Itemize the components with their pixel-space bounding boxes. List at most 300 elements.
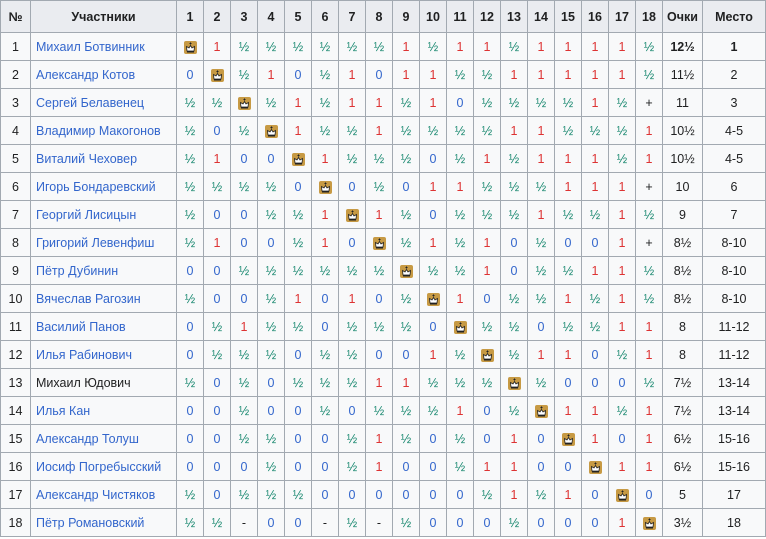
result-cell: ½ [177,201,204,229]
result-cell: 1 [582,61,609,89]
result-cell: ½ [393,229,420,257]
result-cell: 1 [366,89,393,117]
table-row [1,89,766,117]
result-cell: ½ [609,397,636,425]
chess-king-icon [211,69,224,82]
result-cell: 1 [393,61,420,89]
result-cell: ½ [582,285,609,313]
result-cell: ½ [177,89,204,117]
result-cell: ½ [204,173,231,201]
result-cell: ½ [501,313,528,341]
result-cell: 1 [555,33,582,61]
self-cell [474,341,501,369]
row-number: 14 [1,397,31,425]
header-round-13: 13 [501,1,528,33]
self-cell [312,173,339,201]
row-number: 15 [1,425,31,453]
result-cell: 0 [231,145,258,173]
chess-king-icon [481,349,494,362]
table-row [1,145,766,173]
row-number: 10 [1,285,31,313]
result-cell: ½ [231,61,258,89]
result-cell: ½ [339,257,366,285]
result-cell: 1 [366,369,393,397]
result-cell: ½ [339,425,366,453]
participant-name-cell [31,33,177,61]
chess-king-icon [373,237,386,250]
participant-link[interactable]: Игорь Бондаревский [36,179,156,194]
row-number: 8 [1,229,31,257]
participant-link[interactable]: Георгий Лисицын [36,207,137,222]
table-row [1,285,766,313]
result-cell: ½ [258,285,285,313]
result-cell: ½ [501,201,528,229]
result-cell: ½ [177,509,204,537]
place-cell: 8-10 [703,229,766,257]
result-cell: 1 [474,453,501,481]
result-cell: 0 [393,481,420,509]
result-cell: 0 [420,425,447,453]
self-cell [528,397,555,425]
row-number: 12 [1,341,31,369]
result-cell: ½ [636,33,663,61]
self-cell [582,453,609,481]
result-cell: 0 [204,201,231,229]
result-cell: ½ [177,285,204,313]
result-cell: 0 [528,509,555,537]
result-cell: ½ [177,229,204,257]
result-cell: ½ [474,173,501,201]
result-cell: ½ [258,173,285,201]
participant-name-cell [31,481,177,509]
result-cell: ½ [285,257,312,285]
participant-link[interactable]: Александр Котов [36,67,136,82]
result-cell: 0 [231,453,258,481]
result-cell: ½ [312,397,339,425]
chess-king-icon [616,489,629,502]
result-cell: ½ [636,285,663,313]
result-cell: 0 [177,453,204,481]
result-cell: 0 [258,509,285,537]
result-cell: ½ [366,313,393,341]
result-cell: ½ [555,313,582,341]
table-row [1,117,766,145]
result-cell: 0 [447,89,474,117]
place-cell: 3 [703,89,766,117]
row-number: 4 [1,117,31,145]
result-cell: 1 [528,341,555,369]
chess-king-icon [400,265,413,278]
self-cell [636,509,663,537]
result-cell: 0 [312,481,339,509]
result-cell: 0 [528,313,555,341]
result-cell: ½ [366,145,393,173]
result-cell: ½ [393,285,420,313]
result-cell: 1 [555,341,582,369]
result-cell: 1 [528,201,555,229]
result-cell: ½ [420,117,447,145]
table-row [1,257,766,285]
participant-name-cell [31,509,177,537]
result-cell: 1 [501,61,528,89]
participant-name-cell [31,453,177,481]
result-cell: 1 [501,425,528,453]
chess-king-icon [238,97,251,110]
result-cell: 0 [339,481,366,509]
participant-link[interactable]: Александр Чистяков [36,487,156,502]
result-cell: 1 [609,229,636,257]
header-round-3: 3 [231,1,258,33]
result-cell: 1 [582,397,609,425]
result-cell: 1 [474,257,501,285]
place-cell: 18 [703,509,766,537]
participant-link[interactable]: Илья Кан [36,403,91,418]
participant-name-cell [31,201,177,229]
result-cell: 1 [312,201,339,229]
result-cell: ½ [393,89,420,117]
result-cell: 0 [177,341,204,369]
result-cell: ½ [447,425,474,453]
result-cell: ½ [258,341,285,369]
result-cell: 1 [555,481,582,509]
result-cell: ½ [528,89,555,117]
result-cell: 0 [231,229,258,257]
row-number: 17 [1,481,31,509]
result-cell: ½ [393,509,420,537]
points-cell: 8 [663,313,703,341]
result-cell: 1 [447,397,474,425]
result-cell: ½ [339,369,366,397]
participant-link[interactable]: Пётр Дубинин [36,263,119,278]
result-cell: 0 [204,285,231,313]
table-row [1,425,766,453]
self-cell [420,285,447,313]
table-row [1,61,766,89]
result-cell: 1 [582,425,609,453]
self-cell [366,229,393,257]
result-cell: + [636,89,663,117]
result-cell: ½ [285,33,312,61]
points-cell: 8½ [663,229,703,257]
chess-king-icon [319,181,332,194]
result-cell: 1 [636,145,663,173]
result-cell: 1 [366,201,393,229]
result-cell: ½ [447,229,474,257]
chess-king-icon [535,405,548,418]
result-cell: ½ [447,145,474,173]
header-round-7: 7 [339,1,366,33]
result-cell: 0 [258,229,285,257]
result-cell: ½ [447,201,474,229]
points-cell: 12½ [663,33,703,61]
result-cell: 1 [501,117,528,145]
participant-link[interactable]: Вячеслав Рагозин [36,291,141,306]
result-cell: 0 [555,369,582,397]
chess-king-icon [292,153,305,166]
result-cell: 0 [204,481,231,509]
header-round-18: 18 [636,1,663,33]
result-cell: 0 [528,425,555,453]
header-points: Очки [663,1,703,33]
chess-king-icon [589,461,602,474]
result-cell: 0 [339,397,366,425]
participant-link[interactable]: Владимир Макогонов [36,123,161,138]
result-cell: 0 [312,425,339,453]
result-cell: ½ [447,453,474,481]
result-cell: 0 [285,425,312,453]
row-number: 1 [1,33,31,61]
result-cell: ½ [474,481,501,509]
table-body [1,33,766,537]
table-row [1,369,766,397]
result-cell: 1 [609,453,636,481]
header-round-12: 12 [474,1,501,33]
points-cell: 7½ [663,369,703,397]
result-cell: 0 [204,453,231,481]
result-cell: 0 [285,341,312,369]
result-cell: ½ [555,201,582,229]
result-cell: ½ [447,341,474,369]
result-cell: ½ [555,257,582,285]
result-cell: 1 [231,313,258,341]
self-cell [555,425,582,453]
result-cell: ½ [312,117,339,145]
result-cell: 1 [366,425,393,453]
result-cell: 0 [204,117,231,145]
place-cell: 17 [703,481,766,509]
result-cell: ½ [258,33,285,61]
result-cell: ½ [420,257,447,285]
result-cell: 0 [177,61,204,89]
result-cell: 1 [339,61,366,89]
result-cell: ½ [258,257,285,285]
place-cell: 13-14 [703,397,766,425]
participant-link[interactable]: Иосиф Погребысский [36,459,162,474]
result-cell: 1 [555,61,582,89]
result-cell: ½ [339,453,366,481]
participant-link[interactable]: Михаил Ботвинник [36,39,145,54]
result-cell: ½ [474,313,501,341]
header-round-8: 8 [366,1,393,33]
result-cell: 1 [582,173,609,201]
result-cell: 0 [420,201,447,229]
participant-name-cell [31,117,177,145]
result-cell: ½ [258,89,285,117]
result-cell: 0 [366,481,393,509]
result-cell: ½ [474,61,501,89]
result-cell: ½ [636,201,663,229]
header-round-6: 6 [312,1,339,33]
result-cell: - [231,509,258,537]
result-cell: 0 [420,509,447,537]
result-cell: 1 [204,145,231,173]
result-cell: ½ [177,481,204,509]
header-round-2: 2 [204,1,231,33]
result-cell: ½ [285,229,312,257]
result-cell: 1 [447,285,474,313]
result-cell: ½ [366,33,393,61]
participant-link[interactable]: Григорий Левенфиш [36,235,155,250]
result-cell: ½ [501,341,528,369]
participant-name-cell [31,145,177,173]
table-row [1,33,766,61]
result-cell: ½ [555,89,582,117]
result-cell: 1 [285,117,312,145]
participant-link[interactable]: Александр Толуш [36,431,139,446]
result-cell: 0 [285,453,312,481]
result-cell: ½ [393,425,420,453]
result-cell: ½ [528,257,555,285]
result-cell: 0 [447,481,474,509]
result-cell: ½ [204,313,231,341]
result-cell: - [312,509,339,537]
result-cell: ½ [393,145,420,173]
result-cell: 1 [285,285,312,313]
result-cell: ½ [501,33,528,61]
header-round-16: 16 [582,1,609,33]
result-cell: ½ [636,257,663,285]
result-cell: 0 [420,453,447,481]
result-cell: 0 [609,425,636,453]
place-cell: 7 [703,201,766,229]
result-cell: ½ [231,369,258,397]
participant-name-cell [31,369,177,397]
result-cell: 1 [474,229,501,257]
row-number: 11 [1,313,31,341]
result-cell: ½ [339,313,366,341]
result-cell: ½ [393,313,420,341]
points-cell: 6½ [663,425,703,453]
result-cell: ½ [501,509,528,537]
participant-name-cell [31,61,177,89]
table-row [1,341,766,369]
result-cell: ½ [393,117,420,145]
result-cell: 1 [528,61,555,89]
participant-name-cell [31,229,177,257]
place-cell: 11-12 [703,341,766,369]
result-cell: 0 [636,481,663,509]
result-cell: 1 [609,509,636,537]
result-cell: ½ [582,117,609,145]
place-cell: 15-16 [703,425,766,453]
table-row [1,453,766,481]
points-cell: 10½ [663,145,703,173]
result-cell: ½ [312,369,339,397]
result-cell: 1 [393,369,420,397]
result-cell: ½ [420,33,447,61]
result-cell: ½ [528,369,555,397]
participant-link[interactable]: Василий Панов [36,319,126,334]
chess-king-icon [265,125,278,138]
points-cell: 10½ [663,117,703,145]
result-cell: 0 [204,369,231,397]
result-cell: 0 [474,397,501,425]
result-cell: ½ [231,173,258,201]
result-cell: 1 [636,313,663,341]
result-cell: 1 [609,313,636,341]
chess-king-icon [643,517,656,530]
result-cell: ½ [204,341,231,369]
result-cell: 0 [474,509,501,537]
result-cell: ½ [312,61,339,89]
result-cell: + [636,229,663,257]
result-cell: ½ [285,201,312,229]
result-cell: ½ [528,229,555,257]
result-cell: ½ [312,257,339,285]
row-number: 2 [1,61,31,89]
result-cell: 1 [582,33,609,61]
result-cell: 1 [339,89,366,117]
table-row [1,229,766,257]
result-cell: 1 [582,257,609,285]
result-cell: 0 [258,145,285,173]
table-row [1,201,766,229]
header-round-10: 10 [420,1,447,33]
result-cell: 0 [231,285,258,313]
participant-name-cell [31,285,177,313]
result-cell: 0 [285,173,312,201]
place-cell: 2 [703,61,766,89]
points-cell: 9 [663,201,703,229]
result-cell: ½ [501,397,528,425]
result-cell: 0 [366,61,393,89]
result-cell: 1 [204,33,231,61]
result-cell: ½ [528,173,555,201]
result-cell: ½ [231,397,258,425]
result-cell: 0 [582,369,609,397]
table-row [1,397,766,425]
result-cell: ½ [339,145,366,173]
result-cell: ½ [258,453,285,481]
row-number: 9 [1,257,31,285]
participant-link[interactable]: Виталий Чеховер [36,151,138,166]
place-cell: 15-16 [703,453,766,481]
result-cell: 1 [501,453,528,481]
participant-name-cell [31,313,177,341]
result-cell: 0 [528,453,555,481]
result-cell: ½ [501,173,528,201]
chess-king-icon [184,41,197,54]
participant-link[interactable]: Илья Рабинович [36,347,133,362]
result-cell: ½ [609,341,636,369]
result-cell: 0 [582,481,609,509]
result-cell: ½ [231,33,258,61]
result-cell: ½ [555,117,582,145]
chess-king-icon [346,209,359,222]
points-cell: 5 [663,481,703,509]
result-cell: 1 [420,89,447,117]
result-cell: 0 [420,313,447,341]
result-cell: 1 [636,425,663,453]
result-cell: 0 [582,229,609,257]
result-cell: ½ [231,117,258,145]
place-cell: 11-12 [703,313,766,341]
points-cell: 3½ [663,509,703,537]
result-cell: 1 [555,145,582,173]
row-number: 7 [1,201,31,229]
result-cell: 1 [528,33,555,61]
result-cell: ½ [474,89,501,117]
header-participants: Участники [31,1,177,33]
participant-link[interactable]: Пётр Романовский [36,515,145,530]
result-cell: ½ [447,117,474,145]
result-cell: ½ [393,201,420,229]
result-cell: 1 [555,397,582,425]
chess-king-icon [454,321,467,334]
result-cell: ½ [177,145,204,173]
participant-link[interactable]: Сергей Белавенец [36,95,145,110]
chess-king-icon [427,293,440,306]
